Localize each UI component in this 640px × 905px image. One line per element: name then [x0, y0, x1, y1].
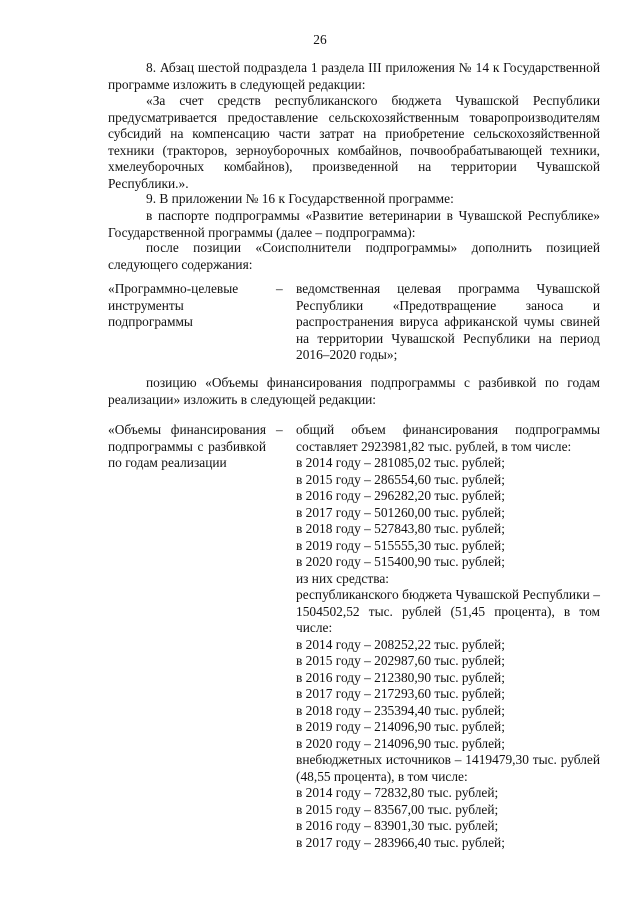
- financing-details: [296, 422, 600, 851]
- paragraph-9: 9. В приложении № 16 к Государственной программе:: [146, 191, 454, 206]
- row-dash: –: [276, 281, 283, 296]
- position-paragraph: позицию «Объемы финансирования подпрограммы с разбивкой по годам реализации» изложить в следующей редакции:: [108, 375, 600, 407]
- year-line: в 2017 году – 501260,00 тыс. рублей;: [296, 504, 505, 520]
- financing-label: «Объемы финансирования подпрограммы с разбивкой по годам реализации: [108, 422, 266, 470]
- year-line: в 2016 году – 212380,90 тыс. рублей;: [296, 669, 505, 685]
- year-line: в 2019 году – 515555,30 тыс. рублей;: [296, 537, 505, 553]
- extrabudget-total: внебюджетных источников – 1419479,30 тыс. рублей (48,55 процента), в том числе:: [296, 752, 600, 784]
- of-them-label: из них средства:: [296, 570, 390, 586]
- year-line: в 2014 году – 72832,80 тыс. рублей;: [296, 785, 499, 800]
- year-line: в 2019 году – 214096,90 тыс. рублей;: [296, 719, 505, 734]
- program-tools-label: «Программно-целевые инструменты подпрограммы: [108, 281, 239, 329]
- financing-total: общий объем финансирования подпрограммы составляет 2923981,82 тыс. рублей, в том числе:: [296, 422, 600, 454]
- year-line: в 2014 году – 208252,22 тыс. рублей;: [296, 636, 505, 652]
- year-line: в 2015 году – 83567,00 тыс. рублей;: [296, 801, 499, 817]
- row-dash: –: [276, 422, 283, 437]
- year-line: в 2017 году – 283966,40 тыс. рублей;: [296, 834, 505, 850]
- year-line: в 2020 году – 515400,90 тыс. рублей;: [296, 554, 505, 569]
- year-line: в 2014 году – 281085,02 тыс. рублей;: [296, 455, 505, 470]
- paragraph-8: 8. Абзац шестой подраздела 1 раздела III приложения № 14 к Государственной программе изложить в следующей редакции:: [108, 60, 600, 92]
- year-line: в 2020 году – 214096,90 тыс. рублей;: [296, 735, 505, 751]
- republic-budget-total: республиканского бюджета Чувашской Республики – 1504502,52 тыс. рублей (51,45 процента), в том числе:: [296, 587, 600, 635]
- year-line: в 2015 году – 286554,60 тыс. рублей;: [296, 471, 505, 487]
- program-tools-value: ведомственная целевая программа Чувашской Республики «Предотвращение заноса и распространения вируса африканской чумы свиней на территории Чувашской Республики на период 2016–2020 годы»;: [296, 281, 600, 362]
- year-line: в 2017 году – 217293,60 тыс. рублей;: [296, 686, 505, 701]
- page-number: 26: [313, 32, 327, 47]
- year-line: в 2018 году – 235394,40 тыс. рублей;: [296, 702, 505, 718]
- year-line: в 2015 году – 202987,60 тыс. рублей;: [296, 653, 505, 668]
- after-position-paragraph: после позиции «Соисполнители подпрограммы» дополнить позицией следующего содержания:: [108, 240, 600, 272]
- passport-paragraph: в паспорте подпрограммы «Развитие ветеринарии в Чувашской Республике» Государственной программы (далее – подпрограмма):: [108, 208, 600, 240]
- year-line: в 2016 году – 296282,20 тыс. рублей;: [296, 488, 505, 503]
- year-line: в 2016 году – 83901,30 тыс. рублей;: [296, 818, 499, 833]
- year-line: в 2018 году – 527843,80 тыс. рублей;: [296, 521, 505, 536]
- quoted-text: «За счет средств республиканского бюджета Чувашской Республики предусматривается предоставление сельскохозяйственным товаропроизводителям субсидий на компенсацию части затрат на приобретение сельскохозяйственной техники (тракторов, зерноуборочных комбайнов, почвообрабатывающей техники, хмелеуборочных комбайнов), произведенной на территории Чувашской Республики.».: [108, 93, 600, 191]
